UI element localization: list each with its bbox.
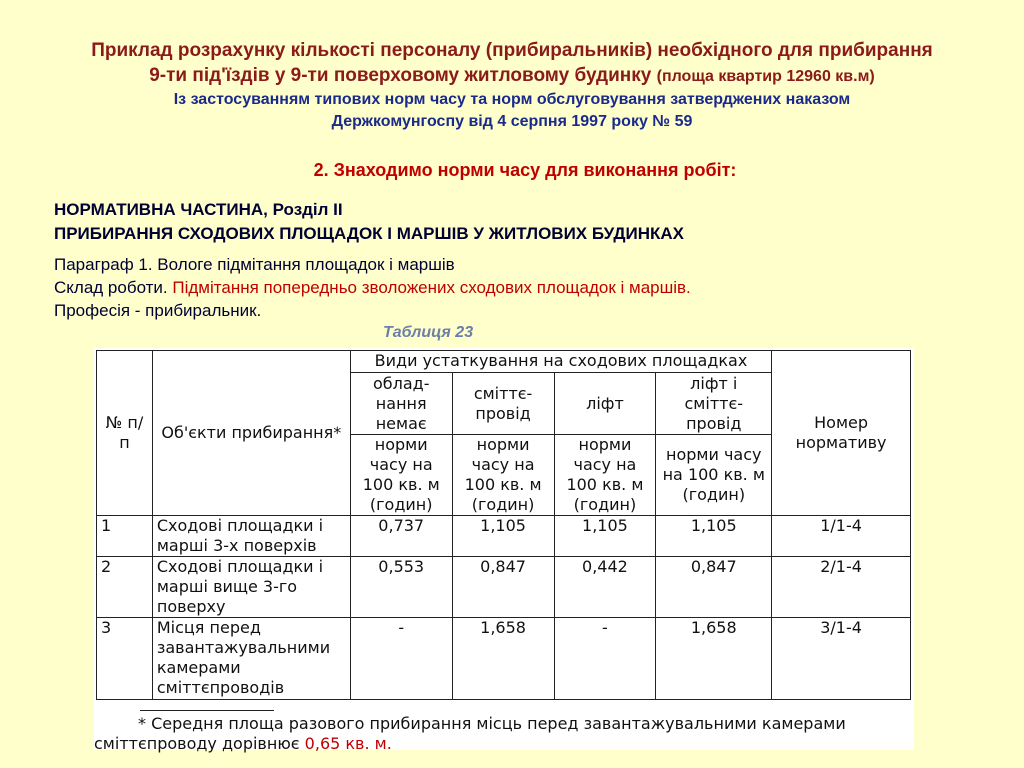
row-value: 1,658 [656, 618, 772, 700]
page-title [0, 38, 1024, 133]
row-value: 0,847 [656, 557, 772, 618]
section-heading-line-1: НОРМАТИВНА ЧАСТИНА, Розділ ІІ [54, 200, 343, 219]
paragraph-line-3: Професія - прибиральник. [54, 301, 262, 320]
paragraph-line-1: Параграф 1. Вологе підмітання площадок і маршів [54, 255, 455, 274]
row-object: Сходові площадки і марші вище 3-го поверху [152, 557, 350, 618]
title-line-1: Приклад розрахунку кількості персоналу (прибиральників) необхідного для прибирання [91, 40, 933, 61]
norms-table [96, 350, 911, 700]
work-composition-value: Підмітання попередньо зволожених сходових площадок і маршів. [172, 278, 691, 297]
header-equipment: Види устаткування на сходових площадках [350, 351, 771, 373]
paragraph-line-2 [54, 276, 691, 299]
header-norm-number: Номер нормативу [772, 351, 911, 516]
row-value: 0,847 [452, 557, 554, 618]
table-container [94, 348, 914, 753]
row-norm: 2/1-4 [772, 557, 911, 618]
row-norm: 3/1-4 [772, 618, 911, 700]
section-heading [54, 198, 684, 246]
row-num: 1 [97, 516, 153, 557]
footnote-line-2-text: сміттєпроводу дорівнює [94, 734, 300, 753]
footnote-area-value: 0,65 кв. м. [304, 734, 392, 753]
footnote-line-2 [94, 734, 914, 754]
row-norm: 1/1-4 [772, 516, 911, 557]
table-caption: Таблиця 23 [383, 324, 474, 341]
header-unit: норми часу на 100 кв. м (годин) [350, 435, 452, 516]
header-unit: норми часу на 100 кв. м (годин) [452, 435, 554, 516]
section-heading-line-2: ПРИБИРАННЯ СХОДОВИХ ПЛОЩАДОК І МАРШІВ У ЖИТЛОВИХ БУДИНКАХ [54, 224, 684, 243]
title-line-2 [0, 63, 1024, 89]
header-num: № п/п [97, 351, 153, 516]
title-line-2-main: 9-ти під'їздів у 9-ти поверховому житловому будинку [149, 65, 652, 86]
table-row [97, 516, 911, 557]
header-elevator-and-chute: ліфт і сміттє-провід [656, 373, 772, 435]
table-row [97, 557, 911, 618]
paragraph-block [54, 253, 691, 322]
row-num: 2 [97, 557, 153, 618]
row-object: Місця перед завантажувальними камерами сміттєпроводів [152, 618, 350, 700]
header-garbage-chute: сміттє-провід [452, 373, 554, 435]
row-value: 1,105 [452, 516, 554, 557]
title-line-2-small: (площа квартир 12960 кв.м) [656, 68, 875, 85]
row-num: 3 [97, 618, 153, 700]
footnote-line-1: * Середня площа разового прибирання місць перед завантажувальними камерами [138, 714, 846, 733]
row-value: 0,737 [350, 516, 452, 557]
row-value: 0,442 [554, 557, 656, 618]
work-composition-label: Склад роботи. [54, 278, 168, 297]
title-line-3: Із застосуванням типових норм часу та норм обслуговування затверджених наказом [173, 91, 851, 108]
table-row [97, 618, 911, 700]
header-elevator: ліфт [554, 373, 656, 435]
header-objects: Об'єкти прибирання* [152, 351, 350, 516]
header-no-equipment: облад-нання немає [350, 373, 452, 435]
row-value: 0,553 [350, 557, 452, 618]
header-unit: норми часу на 100 кв. м (годин) [554, 435, 656, 516]
row-value: 1,658 [452, 618, 554, 700]
step-heading: 2. Знаходимо норми часу для виконання робіт: [313, 160, 737, 180]
row-value: 1,105 [656, 516, 772, 557]
title-line-4: Держкомунгоспу від 4 серпня 1997 року № 59 [331, 113, 693, 130]
footnote-divider [140, 710, 274, 711]
row-value: - [350, 618, 452, 700]
header-unit: норми часу на 100 кв. м (годин) [656, 435, 772, 516]
row-value: - [554, 618, 656, 700]
row-value: 1,105 [554, 516, 656, 557]
table-footnote [94, 714, 914, 754]
row-object: Сходові площадки і марші 3-х поверхів [152, 516, 350, 557]
